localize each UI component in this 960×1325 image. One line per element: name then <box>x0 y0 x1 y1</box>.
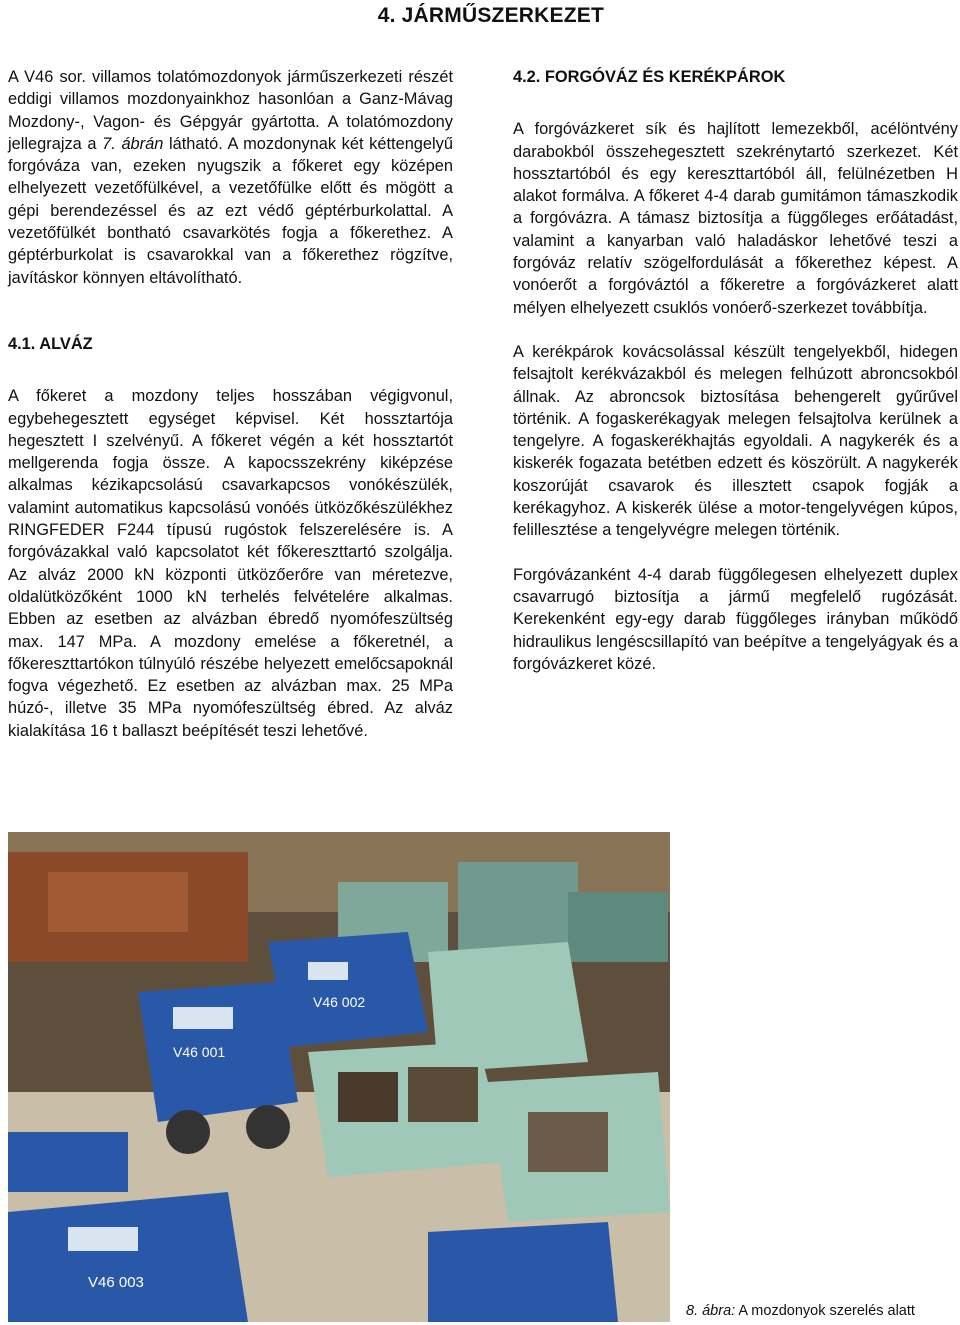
locomotive-v46-002 <box>268 932 428 1047</box>
forgovaz-paragraph-1: A forgóvázkeret sík és hajlított lemezekből, acélöntvény darabokból összehegesztett szekrénytartó szerkezet. Két hossztartóból és egy kereszttartóból áll, felülnézetben H alakot formálva. A főkeret 4-4 darab gumitámon támaszkodik a forgóvázra. A támasz biztosítja a függőleges erőátadást, valamint a kanyarban való haladáskor lehetővé teszi a forgóváz relatív szögelfordulását a főkerethez képest. A vonóerőt a forgóváztól a főkeretre a forgóvázkeret alatt mélyen elhelyezett csuklós vonóerő-szerkezet továbbítja. <box>513 120 958 317</box>
intro-text-2: látható. A mozdonynak két kéttengelyű forgóváza van, ezeken nyugszik a főkeret egy középen elhelyezett vezetőfülkével, a vezetőfülke előtt és mögött a gépi berendezéssel és az ezt védő géptérburkolattal. A vezetőfülkét bontható csavarkötés fogja a főkerethez. A géptérburkolat is csavarokkal van a főkerethez rögzítve, javításkor könnyen eltávolítható. <box>8 134 453 287</box>
forgovaz-paragraph-3: Forgóvázanként 4-4 darab függőlegesen elhelyezett duplex csavarrugó biztosítja a jármű megfelelő rugózását. Kerekenként egy-egy darab függőleges irányban működő hidraulikus lengéscsillapító van beépítve a tengelyágyak és a forgóvázkeret közé. <box>513 565 958 673</box>
right-column <box>513 66 958 675</box>
loco-label-002: V46 002 <box>313 994 366 1010</box>
intro-paragraph <box>8 66 453 289</box>
intro-text-1: A V46 sor. villamos tolatómozdonyok járműszerkezeti részét eddigi villamos mozdonyainkhoz hasonlóan a Ganz-Mávag Mozdony-, Vagon- és Gépgyár gyártotta. A tolatómozdony jellegrajza a <box>8 68 453 153</box>
left-column <box>8 66 453 742</box>
loco-label-003: V46 003 <box>88 1274 144 1291</box>
workshop-photo <box>8 832 670 1322</box>
loco-label-001: V46 001 <box>173 1044 226 1060</box>
alvaz-paragraph: A főkeret a mozdony teljes hosszában végigvonul, egybehegesztett egységet képvisel. Két hossztartója hegesztett I szelvényű. A főkeret végén a két hossztartót mellgerenda fogja össze. A kapocsszekrény kiképzése alkalmas kézikapcsolású csavarkapcsos vonókészülék, valamint automatikus kapcsolású vonóés ütközőkészülékhez RINGFEDER F244 típusú rugóstok felszerelésére is. A forgóvázakkal való kapcsolatot két főkereszttartó szolgálja. Az alváz 2000 kN központi ütközőerőre van méretezve, oldalütközőként 1000 kN terhelés felvételére alkalmas. Ebben az esetben az alvázban ébredő nyomófeszültség max. 147 MPa. A mozdony emelése a főkeretnél, a főkereszttartókon túlnyúló részébe helyezett emelőcsapoknál fogva végezhető. Ez esetben az alvázban max. 25 MPa húzó-, illetve 35 MPa nyomófeszültség ébred. Az alváz kialakítása 16 t ballaszt beépítését teszi lehetővé. <box>8 387 453 740</box>
figure-caption-ref: 8. ábra: <box>686 1303 736 1319</box>
chapter-title: 4. JÁRMŰSZERKEZET <box>377 4 604 27</box>
forgovaz-paragraph-2: A kerékpárok kovácsolással készült tengelyekből, hidegen felsajtolt kerékvázakból és melegen felhúzott abroncsokból állnak. Az abroncsok biztosítása behengerelt gyűrűvel történik. A fogaskerékagyak melegen felsajtolva kerülnek a tengelyre. A fogaskerékhajtás egyoldali. A nagykerék és a kiskerék fogazata betétben edzett és köszörült. A nagykerék koszorúját csavarok és illesztett csapok fogják a kerékagyhoz. A kiskerék ülése a motor-tengelyvégen kúpos, felillesztése a tengelyvégre melegen történik. <box>513 342 958 540</box>
workshop-photo-illustration <box>8 832 670 1322</box>
section-heading-forgovaz: 4.2. FORGÓVÁZ ÉS KERÉKPÁROK <box>513 68 786 86</box>
locomotive-v46-003 <box>8 1192 248 1322</box>
figure-caption <box>686 1303 915 1319</box>
section-heading-alvaz: 4.1. ALVÁZ <box>8 334 93 353</box>
figure-reference: 7. ábrán <box>102 134 164 153</box>
figure-caption-text: A mozdonyok szerelés alatt <box>735 1303 915 1319</box>
